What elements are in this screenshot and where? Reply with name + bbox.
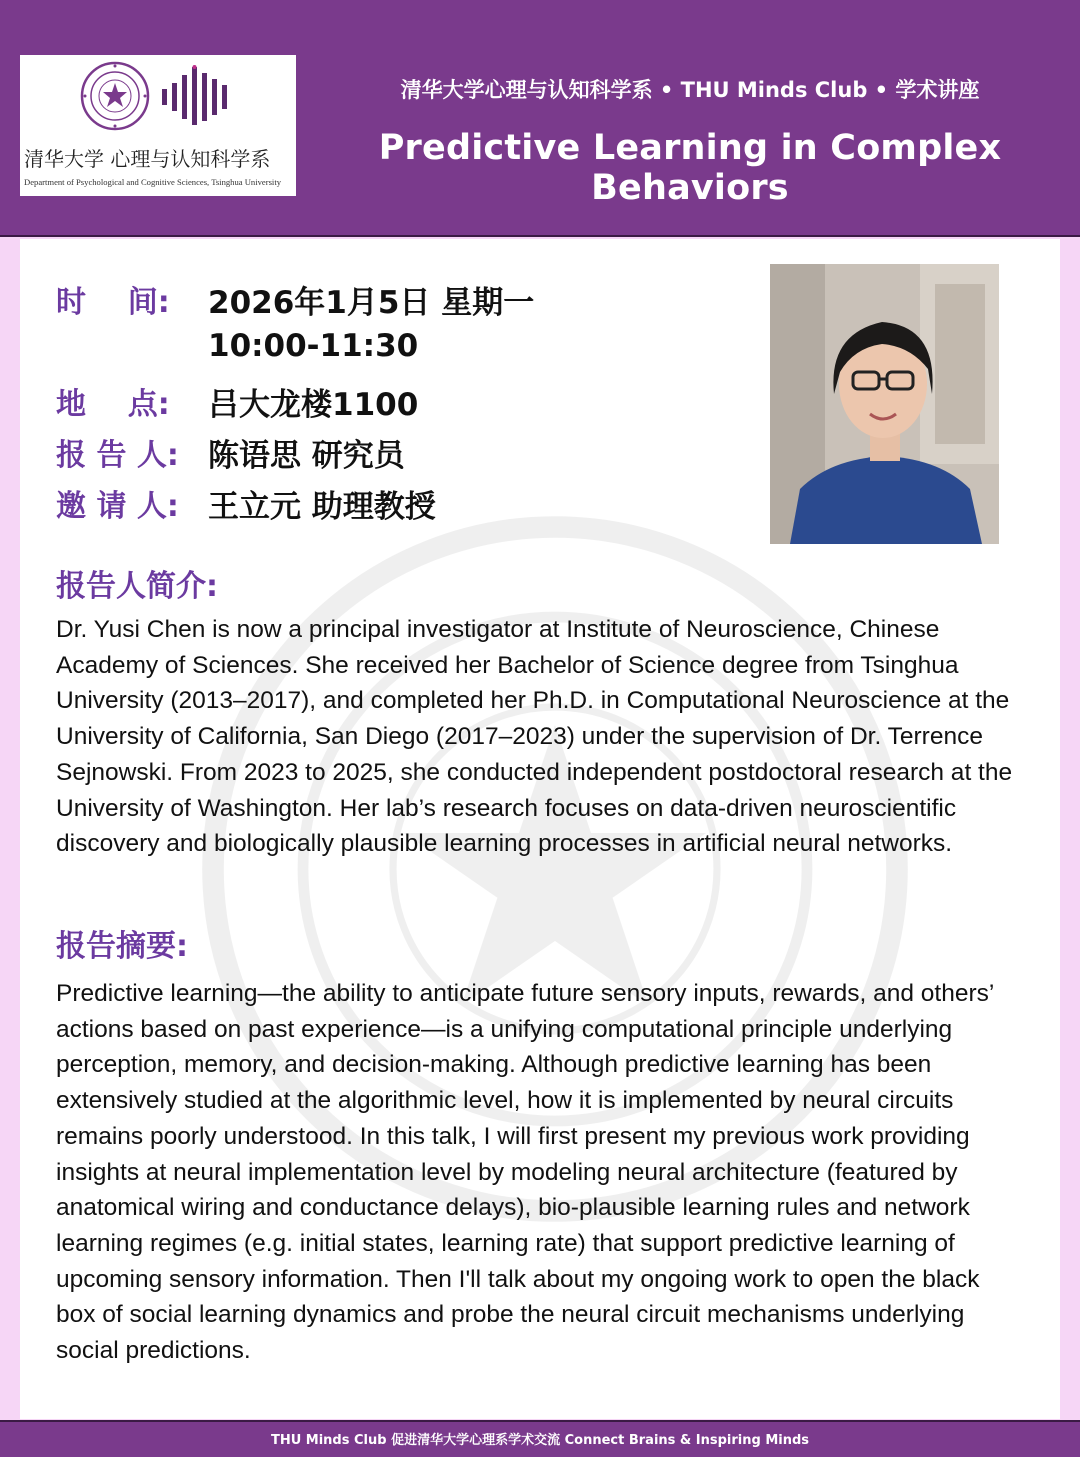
header-subtitle: 清华大学心理与认知科学系 • THU Minds Club • 学术讲座 xyxy=(400,78,980,102)
bio-text: Dr. Yusi Chen is now a principal investigator at Institute of Neuroscience, Chinese Academy of Sciences. She received her Bachelor of Science degree from Tsinghua University (2013–2017), and completed her Ph.D. in Computational Neuroscience at the University of California, San Diego (2017–2023) under the supervision of Dr. Terrence Sejnowski. From 2023 to 2025, she conducted independent postdoctoral research at the University of Washington. Her lab’s research focuses on data-driven neuroscientific discovery and biologically plausible learning processes in artificial neural networks. xyxy=(56,616,1013,858)
tsinghua-seal-icon xyxy=(80,61,150,131)
host-row xyxy=(56,481,736,532)
bio-heading: 报告人简介: xyxy=(56,569,218,604)
talk-title: Predictive Learning in Complex Behaviors xyxy=(378,128,1002,208)
event-info xyxy=(56,277,736,532)
event-time: 10:00-11:30 xyxy=(208,328,419,364)
host-label: 邀 请 人: xyxy=(56,489,179,524)
event-place: 吕大龙楼1100 xyxy=(208,387,419,423)
abstract-text: Predictive learning—the ability to anticipate future sensory inputs, rewards, and others’ actions based on past experience—is a unifying computational principle underlying perception, memory, and decision-making. Although predictive learning has been extensively studied at the algorithmic level, how it is implemented by neural circuits remains poorly understood. In this talk, I will first present my previous work providing insights at neural implementation level by modeling neural architecture (featured by anatomical wiring and conductance delays), bio-plausible learning rules and network learning regimes (e.g. initial states, learning rate) that support predictive learning of upcoming sensory information. Then I'll talk about my ongoing work to open the black box of social learning dynamics and probe the neural circuit mechanisms underlying social predictions. xyxy=(56,980,994,1365)
poster-footer: THU Minds Club 促进清华大学心理系学术交流 Connect Brains & Inspiring Minds xyxy=(0,1420,1080,1457)
logo-english-name: Department of Psychological and Cognitive Sciences, Tsinghua University xyxy=(24,177,282,187)
sound-bars-icon xyxy=(160,65,240,129)
abstract-heading: 报告摘要: xyxy=(56,929,188,964)
speaker-label: 报 告 人: xyxy=(56,438,179,473)
time-label: 时 间: xyxy=(56,285,170,320)
logo-chinese-name: 清华大学 心理与认知科学系 xyxy=(24,147,271,171)
event-date: 2026年1月5日 星期一 xyxy=(208,285,535,321)
poster-body xyxy=(20,239,1060,1419)
poster-header xyxy=(0,0,1080,237)
host-name: 王立元 助理教授 xyxy=(208,489,436,525)
time-range-row xyxy=(56,328,736,379)
place-label: 地 点: xyxy=(56,387,170,422)
place-row xyxy=(56,379,736,430)
time-row xyxy=(56,277,736,328)
speaker-photo xyxy=(770,264,999,544)
department-logo xyxy=(20,55,296,196)
speaker-row xyxy=(56,430,736,481)
speaker-name: 陈语思 研究员 xyxy=(208,438,405,474)
